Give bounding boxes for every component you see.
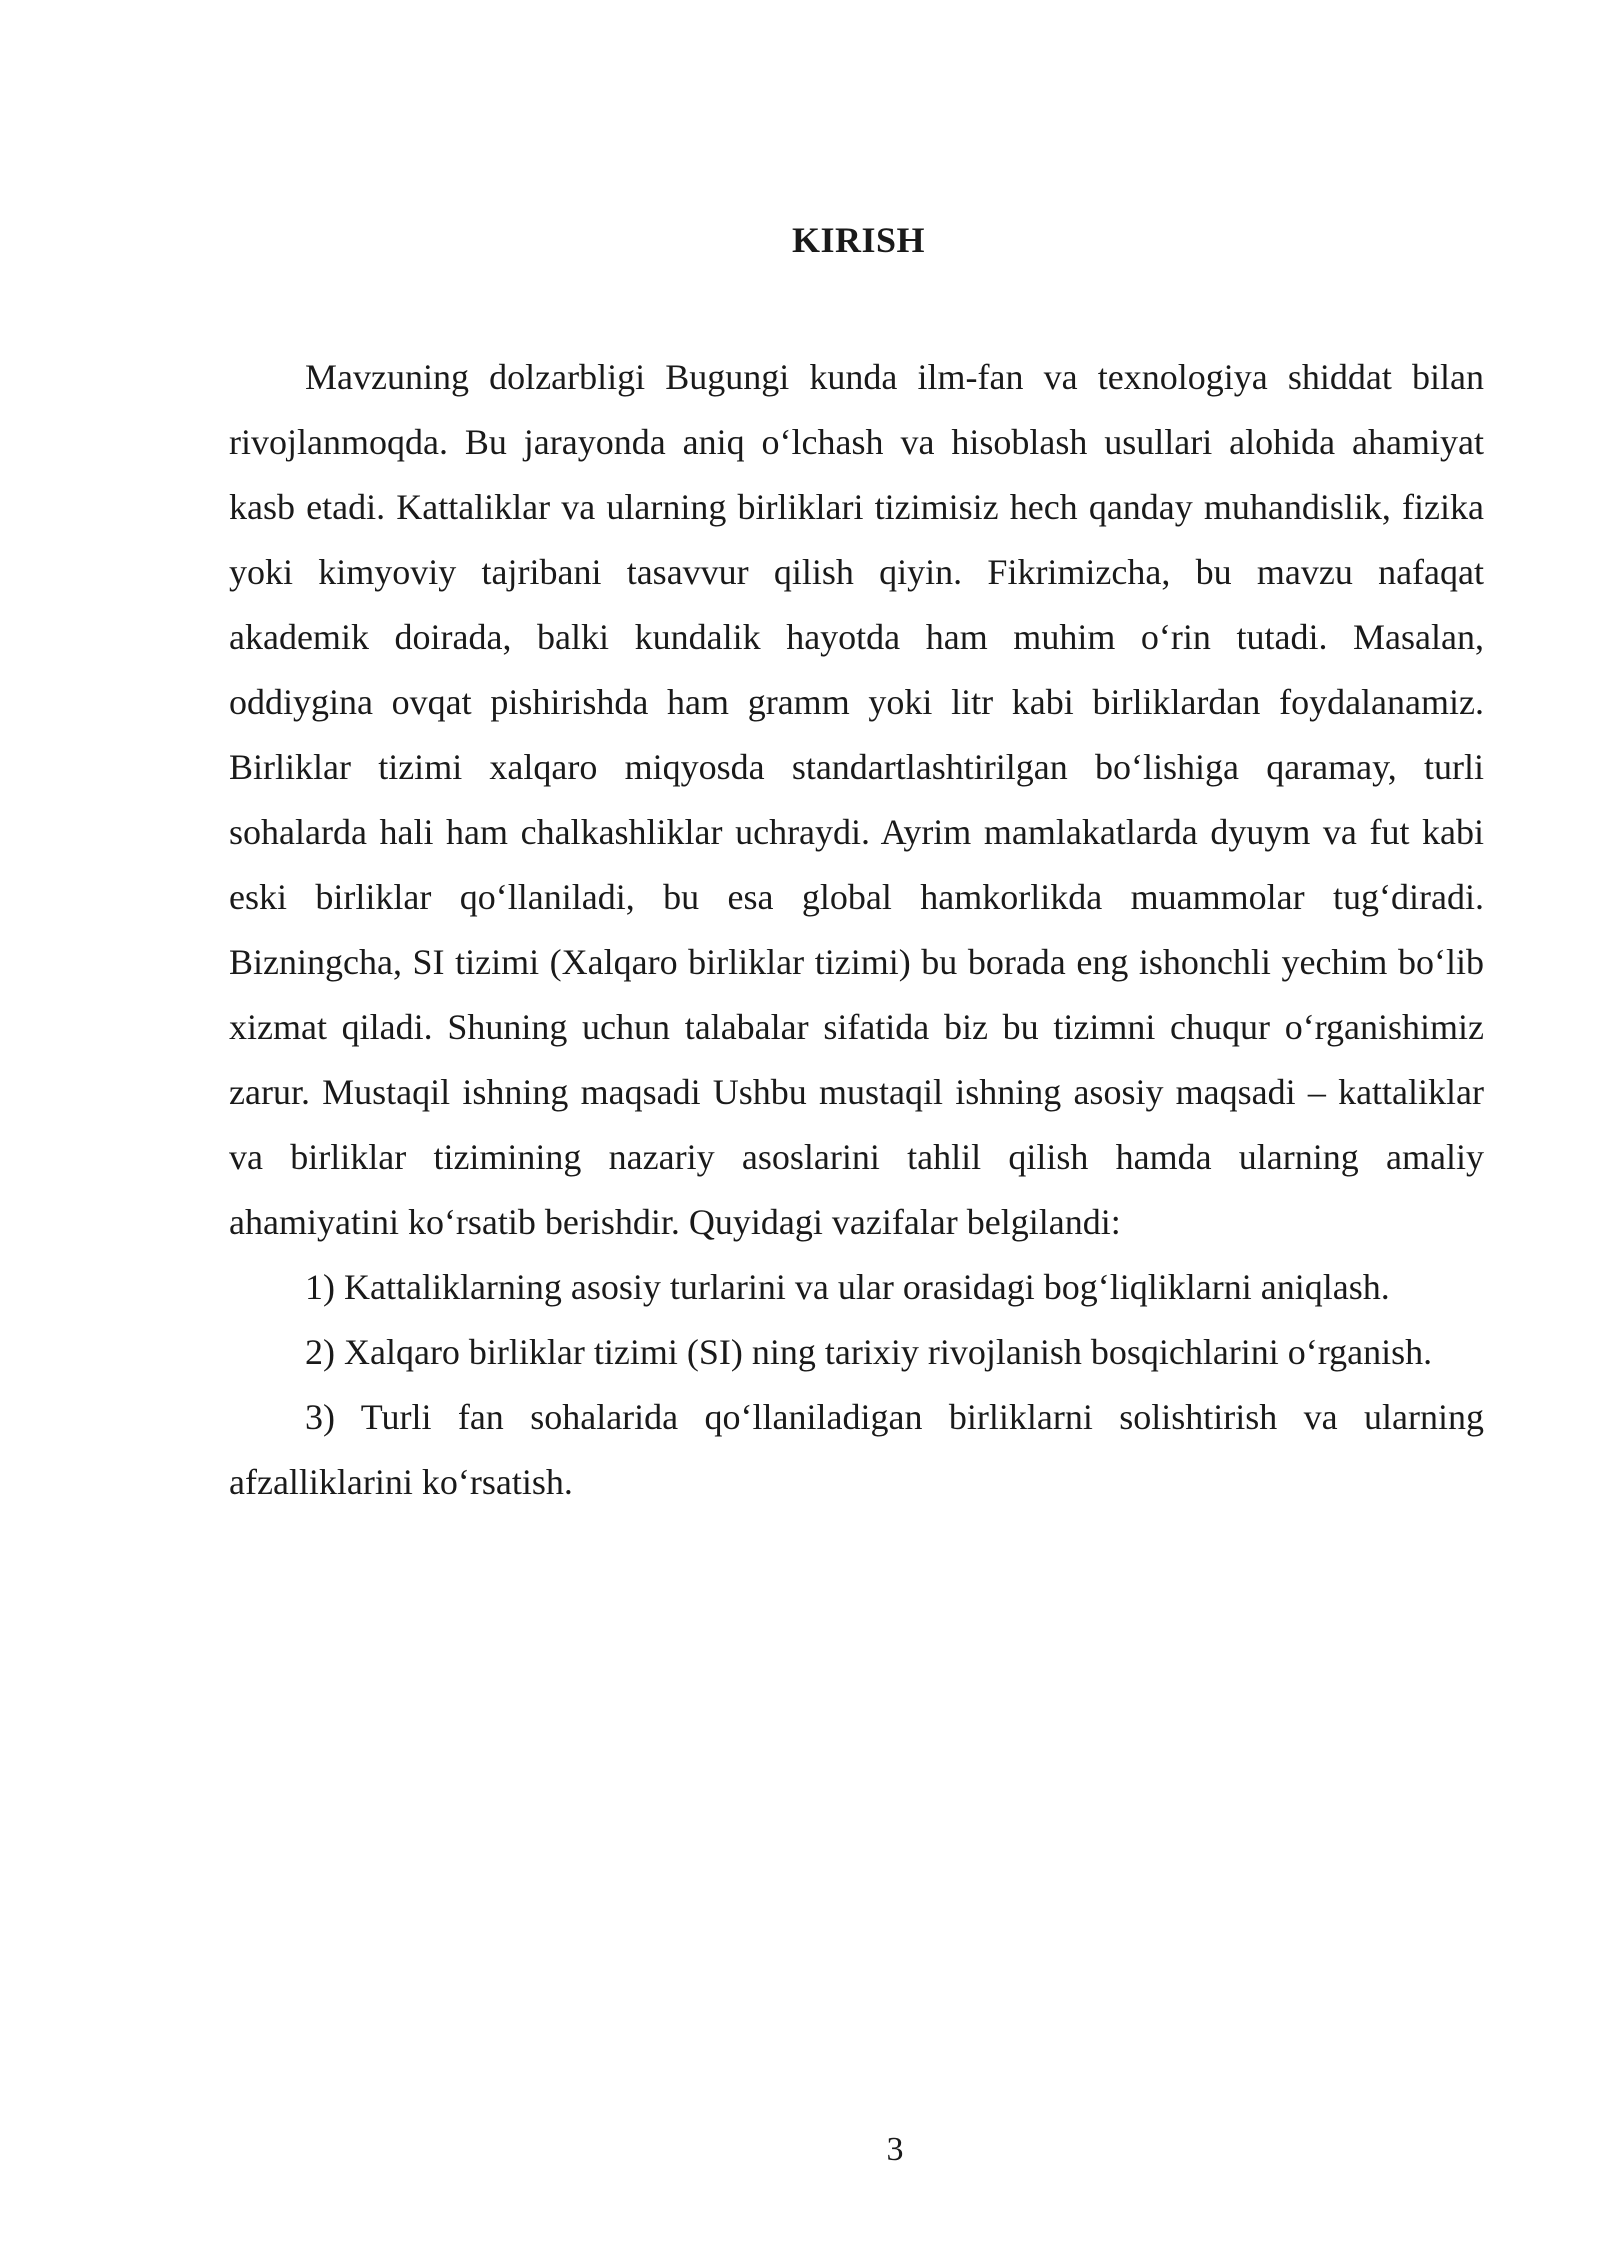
intro-paragraph: Mavzuning dolzarbligi Bugungi kunda ilm-fan va texnologiya shiddat bilan rivojlanmoqda. Bu jarayonda aniq o‘lchash va hisoblash usullari alohida ahamiyat kasb etadi. Kattaliklar va ularning birliklari tizimisiz hech qanday muhandislik, fizika yoki kimyoviy tajribani tasavvur qilish qiyin. Fikrimizcha, bu mavzu nafaqat akademik doirada, balki kundalik hayotda ham muhim o‘rin tutadi. Masalan, oddiygina ovqat pishirishda ham gramm yoki litr kabi birliklardan foydalanamiz. Birliklar tizimi xalqaro miqyosda standartlashtirilgan bo‘lishiga qaramay, turli sohalarda hali ham chalkashliklar uchraydi. Ayrim mamlakatlarda dyuym va fut kabi eski birliklar qo‘llaniladi, bu esa global hamkorlikda muammolar tug‘diradi. Bizningcha, SI tizimi (Xalqaro birliklar tizimi) bu borada eng ishonchli yechim bo‘lib xizmat qiladi. Shuning uchun talabalar sifatida biz bu tizimni chuqur o‘rganishimiz zarur. Mustaqil ishning maqsadi Ushbu mustaqil ishning asosiy maqsadi – kattaliklar va birliklar tizimining nazariy asoslarini tahlil qilish hamda ularning amaliy ahamiyatini ko‘rsatib berishdir. Quyidagi vazifalar belgilandi: xyxy=(229,357,1484,1242)
body-text xyxy=(229,345,1484,1515)
page-number: 3 xyxy=(886,2131,904,2168)
task-item-2: 2) Xalqaro birliklar tizimi (SI) ning tarixiy rivojlanish bosqichlarini o‘rganish. xyxy=(305,1332,1433,1372)
task-item-1: 1) Kattaliklarning asosiy turlarini va ular orasidagi bog‘liqliklarni aniqlash. xyxy=(305,1267,1390,1307)
section-title: KIRISH xyxy=(791,220,926,260)
task-item-3: 3) Turli fan sohalarida qo‘llaniladigan birliklarni solishtirish va ularning afzalliklarini ko‘rsatish. xyxy=(229,1397,1484,1502)
